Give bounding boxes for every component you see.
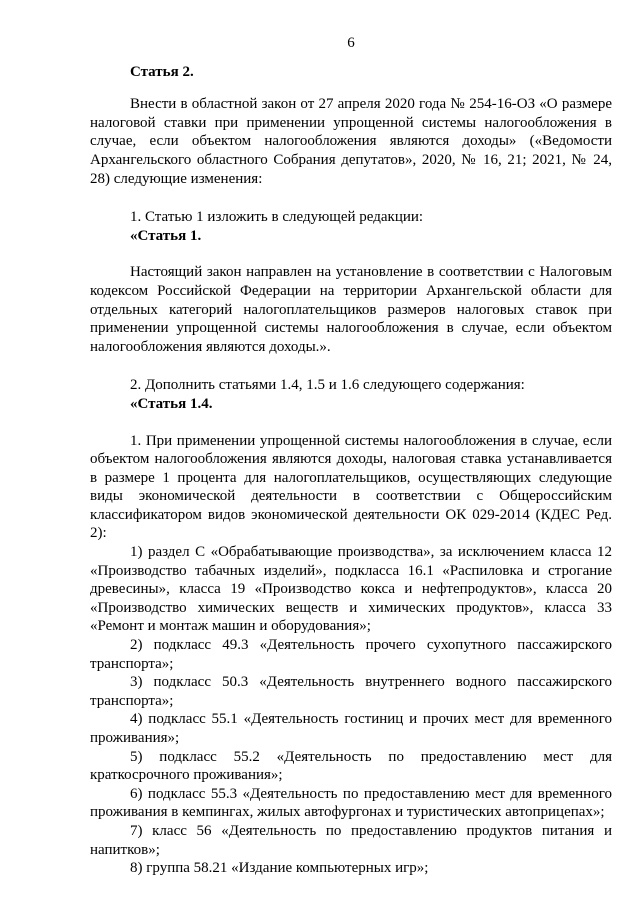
article-1-title: «Статья 1. xyxy=(130,227,202,244)
list-item: 7) класс 56 «Деятельность по предоставлению продуктов питания и напитков»; xyxy=(90,822,612,858)
article-2-heading: Статья 2. xyxy=(130,63,194,80)
article-1-4-paragraph-1: 1. При применении упрощенной системы налогообложения в случае, если объектом налогообложения являются доходы, налоговая ставка устанавливается в размере 1 процента для налогоплательщиков, осуществляющих следующие виды экономической деятельности в соответствии с Общероссийским классификатором видов экономической деятельности ОК 029-2014 (КДЕС Ред. 2): xyxy=(90,432,612,542)
article-2-intro: Внести в областной закон от 27 апреля 2020 года № 254-16-ОЗ «О размере налоговой ставки при применении упрощенной системы налогообложения в случае, если объектом налогообложения являются доходы» («Ведомости Архангельского областного Собрания депутатов», 2020, № 16, 21; 2021, № 24, 28) следующие изменения: xyxy=(90,96,612,187)
list-item: 5) подкласс 55.2 «Деятельность по предоставлению мест для краткосрочного проживания»; xyxy=(90,748,612,784)
list-item: 3) подкласс 50.3 «Деятельность внутреннего водного пассажирского транспорта»; xyxy=(90,674,612,709)
list-item: 6) подкласс 55.3 «Деятельность по предоставлению мест для временного проживания в кемпингах, жилых автофургонах и туристических автоприцепах»; xyxy=(90,785,612,821)
list-item: 2) подкласс 49.3 «Деятельность прочего сухопутного пассажирского транспорта»; xyxy=(90,637,612,672)
article-1-body: Настоящий закон направлен на установление в соответствии с Налоговым кодексом Российской Федерации на территории Архангельской области для отдельных категорий налогоплательщиков размеров налоговых ставок при применении упрощенной системы налогообложения в случае, если объектом налогообложения являются доходы.». xyxy=(90,264,612,355)
change-1-instruction: 1. Статью 1 изложить в следующей редакции: xyxy=(130,209,424,226)
list-item: 1) раздел C «Обрабатывающие производства», за исключением класса 12 «Производство табачных изделий», подкласса 16.1 «Распиловка и строгание древесины», класса 19 «Производство кокса и нефтепродуктов», класса 20 «Производство химических веществ и химических продуктов», класса 33 «Ремонт и монтаж машин и оборудования»; xyxy=(90,544,612,635)
page-number: 6 xyxy=(347,35,355,51)
list-item: 8) группа 58.21 «Издание компьютерных игр»; xyxy=(130,860,429,877)
article-1-4-title: «Статья 1.4. xyxy=(130,395,213,412)
change-2-instruction: 2. Дополнить статьями 1.4, 1.5 и 1.6 следующего содержания: xyxy=(130,377,525,394)
list-item: 4) подкласс 55.1 «Деятельность гостиниц и прочих мест для временного проживания»; xyxy=(90,711,612,746)
